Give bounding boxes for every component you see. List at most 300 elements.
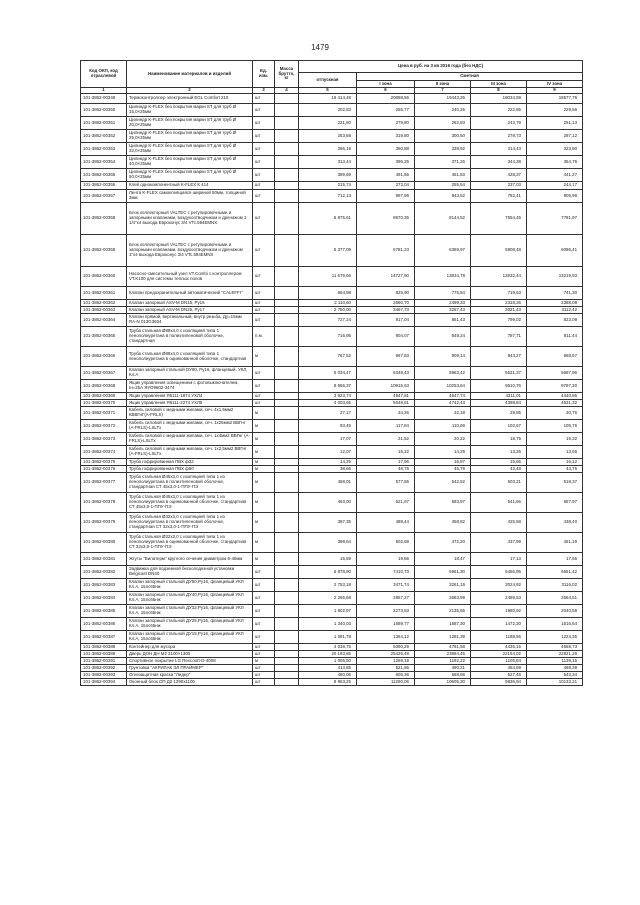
cell-unit: шт	[253, 117, 275, 130]
cell-code: 101-3862-00359	[81, 235, 127, 267]
table-row	[81, 679, 583, 686]
cell-release-price: 15,59	[299, 553, 357, 566]
cell-zone2-price: 45,79	[415, 466, 471, 473]
cell-mass	[275, 143, 299, 156]
table-row	[81, 94, 583, 104]
cell-release-price: 480,06	[299, 672, 357, 679]
cell-zone4-price: 4531,32	[527, 400, 583, 407]
cell-zone2-price: 8144,52	[415, 203, 471, 235]
cell-mass	[275, 347, 299, 367]
cell-code: 101-3862-00381	[81, 553, 127, 566]
cell-zone3-price: 503,21	[471, 473, 527, 493]
cell-unit: м	[253, 433, 275, 446]
cell-zone1-price: 4947,81	[357, 393, 415, 400]
cell-zone3-price: 782,41	[471, 190, 527, 203]
cell-name: Цилиндр K-FLEX без покрытия марки ST для труб Ø 20,0×25мм	[127, 117, 253, 130]
cell-zone4-price: 105,76	[527, 420, 583, 433]
cell-zone2-price: 10605,30	[415, 679, 471, 686]
cell-code: 101-3862-00374	[81, 446, 127, 459]
cell-zone4-price: 543,34	[527, 672, 583, 679]
cell-zone2-price: 6961,30	[415, 566, 471, 579]
table-row	[81, 672, 583, 679]
cell-zone4-price: 30,75	[527, 407, 583, 420]
cell-zone4-price: 7781,97	[527, 203, 583, 235]
column-number: 1	[81, 88, 127, 94]
cell-mass	[275, 644, 299, 651]
cell-release-price: 716,95	[299, 327, 357, 347]
cell-name: Клей однокомпонентный K-FLEX К 414	[127, 182, 253, 190]
cell-zone2-price: 32,18	[415, 407, 471, 420]
cell-zone1-price: 11290,06	[357, 679, 415, 686]
cell-zone2-price: 2499,33	[415, 300, 471, 307]
cell-zone2-price: 909,14	[415, 347, 471, 367]
cell-unit: п.м.	[253, 327, 275, 347]
cell-release-price: 221,80	[299, 117, 357, 130]
cell-zone1-price: 3471,74	[357, 579, 415, 592]
cell-zone3-price: 2489,53	[471, 592, 527, 605]
cell-unit: м	[253, 446, 275, 459]
cell-unit: шт	[253, 156, 275, 169]
cell-zone2-price: 2135,65	[415, 605, 471, 618]
header-release: отпускная	[299, 73, 357, 88]
cell-name: Клапан запорный стальной ДУ50,Ру16, фланцевый УКЛ Кл.А, 15лс65нж	[127, 579, 253, 592]
cell-zone4-price: 468,39	[527, 665, 583, 672]
cell-mass	[275, 287, 299, 300]
cell-name: Дверь ДОН ДН М2 2100×1300	[127, 651, 253, 658]
cell-unit: шт	[253, 400, 275, 407]
cell-unit: шт	[253, 679, 275, 686]
cell-mass	[275, 104, 299, 117]
table-row	[81, 367, 583, 380]
cell-unit: м	[253, 493, 275, 513]
cell-release-price: 5 034,47	[299, 367, 357, 380]
header-zone2: II зона	[415, 81, 471, 88]
cell-zone3-price: 719,63	[471, 287, 527, 300]
column-number: 5	[299, 88, 357, 94]
column-number: 8	[471, 88, 527, 94]
cell-zone2-price: 1281,39	[415, 631, 471, 644]
table-row	[81, 631, 583, 644]
cell-release-price: 1 340,03	[299, 618, 357, 631]
cell-zone3-price: 2318,26	[471, 300, 527, 307]
cell-mass	[275, 169, 299, 182]
cell-release-price: 8 953,25	[299, 679, 357, 686]
cell-zone2-price: 23884,45	[415, 651, 471, 658]
cell-zone1-price: 2273,53	[357, 605, 415, 618]
cell-unit: шт	[253, 672, 275, 679]
table-row	[81, 605, 583, 618]
cell-code: 101-3862-00366	[81, 347, 127, 367]
cell-unit: шт	[253, 287, 275, 300]
cell-name: Кабель силовой с медными жилами, сеч. 4x1,5мм2 КВВГнГ(А-FRLS)	[127, 407, 253, 420]
cell-zone2-price: 338,92	[415, 143, 471, 156]
cell-zone2-price: 843,52	[415, 190, 471, 203]
cell-mass	[275, 307, 299, 314]
cell-mass	[275, 446, 299, 459]
header-zone4: IV зона	[527, 81, 583, 88]
cell-code: 101-3862-00363	[81, 307, 127, 314]
cell-mass	[275, 182, 299, 190]
cell-mass	[275, 658, 299, 665]
cell-release-price: 286,19	[299, 143, 357, 156]
cell-name: Клапан запорный ASV-M DN15, Ру16	[127, 300, 253, 307]
cell-code: 101-3862-00357	[81, 190, 127, 203]
cell-code: 101-3862-00371	[81, 407, 127, 420]
cell-mass	[275, 380, 299, 393]
cell-code: 101-3862-00389	[81, 651, 127, 658]
cell-release-price: 398,64	[299, 533, 357, 553]
cell-code: 101-3862-00392	[81, 665, 127, 672]
cell-zone3-price: 18,75	[471, 433, 527, 446]
cell-name: Труба стальная Ø89x4,0 с изоляцией типа 1 пенополиуретана в полиэтиленовой оболочке, стандартная	[127, 327, 253, 347]
cell-name: Кабель силовой с медными жилами, сеч. 1x4мм2 ВВГнг (А-FRLS)-LSLTx	[127, 433, 253, 446]
table-row	[81, 533, 583, 553]
cell-mass	[275, 130, 299, 143]
cell-name: Труба стальная Ø32x3,0 с изоляцией типа 1 из пенополиуретана в оцинкованной оболочке, стандартная СТ 32x3,0-1-ППУ-ПЭ	[127, 533, 253, 553]
cell-unit: шт	[253, 190, 275, 203]
cell-zone2-price: 568,65	[415, 672, 471, 679]
table-row	[81, 130, 583, 143]
cell-zone1-price: 15,22	[357, 446, 415, 459]
cell-mass	[275, 651, 299, 658]
cell-zone1-price: 255,77	[357, 104, 415, 117]
table-row	[81, 618, 583, 631]
cell-zone1-price: 1269,19	[357, 658, 415, 665]
cell-zone4-price: 16,12	[527, 459, 583, 466]
cell-zone4-price: 451,19	[527, 533, 583, 553]
cell-zone4-price: 2564,51	[527, 592, 583, 605]
cell-release-price: 767,52	[299, 347, 357, 367]
cell-name: Термоконтроллер электронный EGL Comfort 210	[127, 94, 253, 104]
cell-code: 101-3862-00377	[81, 473, 127, 493]
table-header	[81, 61, 583, 94]
header-name: Наименование материалов и изделий	[127, 61, 253, 88]
cell-zone1-price: 17,96	[357, 459, 415, 466]
cell-unit: м	[253, 658, 275, 665]
cell-zone4-price: 6086,41	[527, 235, 583, 267]
cell-release-price: 38,66	[299, 466, 357, 473]
cell-mass	[275, 566, 299, 579]
table-row	[81, 579, 583, 592]
cell-code: 101-3862-00356	[81, 182, 127, 190]
cell-zone3-price: 3024,92	[471, 579, 527, 592]
cell-zone2-price: 472,20	[415, 533, 471, 553]
cell-zone3-price: 1188,55	[471, 631, 527, 644]
cell-unit: шт	[253, 307, 275, 314]
cell-release-price: 14,25	[299, 459, 357, 466]
cell-mass	[275, 631, 299, 644]
cell-zone4-price: 741,30	[527, 287, 583, 300]
cell-mass	[275, 367, 299, 380]
cell-code: 101-3862-00355	[81, 169, 127, 182]
cell-zone3-price: 5531,37	[471, 367, 527, 380]
cell-unit: м	[253, 533, 275, 553]
cell-zone4-price: 441,27	[527, 169, 583, 182]
cell-zone1-price: 1364,12	[357, 631, 415, 644]
cell-release-price: 6 875,61	[299, 203, 357, 235]
cell-name: Цилиндр K-FLEX без покрытия марки ST для труб Ø 15,0×25мм	[127, 104, 253, 117]
cell-name: Труба стальная Ø89x4,0 с изоляцией типа 1 пенополиуретана в оцинкованной оболочке, стандартная	[127, 347, 253, 367]
cell-code: 101-3862-00378	[81, 493, 127, 513]
cell-zone4-price: 6651,42	[527, 566, 583, 579]
cell-name: Кабель силовой с медными жилами, сеч. 1x2,5мм2 ВВГнг (А-FRLS)-LSLTx	[127, 446, 253, 459]
cell-zone3-price: 437,99	[471, 533, 527, 553]
cell-zone3-price: 9836,94	[471, 679, 527, 686]
table-row	[81, 327, 583, 347]
table-row	[81, 407, 583, 420]
table-row	[81, 169, 583, 182]
cell-zone3-price: 4398,84	[471, 400, 527, 407]
table-row	[81, 658, 583, 665]
header-price-group: Цена в руб. на 3 кв 2016 года (без НДС)	[299, 61, 583, 73]
cell-zone3-price: 17,13	[471, 553, 527, 566]
cell-release-price: 215,74	[299, 182, 357, 190]
cell-release-price: 2 110,60	[299, 300, 357, 307]
price-table	[80, 60, 583, 686]
page-number: 1479	[311, 43, 329, 52]
cell-unit: м	[253, 513, 275, 533]
cell-zone3-price: 4435,15	[471, 644, 527, 651]
cell-name: Ящик управления Я5111-1874 УХЛ4	[127, 393, 253, 400]
cell-unit: м	[253, 347, 275, 367]
cell-mass	[275, 513, 299, 533]
cell-zone4-price: 5697,96	[527, 367, 583, 380]
cell-unit: шт	[253, 393, 275, 400]
cell-zone1-price: 491,65	[357, 169, 415, 182]
cell-zone1-price: 319,80	[357, 130, 415, 143]
cell-code: 101-3862-00393	[81, 672, 127, 679]
cell-zone1-price: 360,88	[357, 143, 415, 156]
cell-zone3-price: 12832,44	[471, 267, 527, 287]
cell-zone1-price: 5090,29	[357, 644, 415, 651]
cell-zone4-price: 13219,93	[527, 267, 583, 287]
cell-zone1-price: 897,99	[357, 190, 415, 203]
cell-zone3-price: 344,38	[471, 156, 527, 169]
table-row	[81, 190, 583, 203]
cell-code: 101-3862-00350	[81, 104, 127, 117]
cell-release-price: 1 802,97	[299, 605, 357, 618]
cell-code: 101-3862-00386	[81, 618, 127, 631]
cell-name: Задвижка для подземной бесколодезной установки Belgicast DN40	[127, 566, 253, 579]
cell-name: Спортивное покрытие LG Rexcourt-D-4008	[127, 658, 253, 665]
cell-code: 101-3862-00352	[81, 130, 127, 143]
cell-unit: м	[253, 473, 275, 493]
cell-unit: шт	[253, 130, 275, 143]
cell-mass	[275, 203, 299, 235]
cell-release-price: 5 377,09	[299, 235, 357, 267]
table-row	[81, 644, 583, 651]
cell-release-price: 458,01	[299, 473, 357, 493]
cell-code: 101-3862-00384	[81, 592, 127, 605]
cell-zone1-price: 272,04	[357, 182, 415, 190]
column-number: 3	[253, 88, 275, 94]
cell-mass	[275, 420, 299, 433]
cell-mass	[275, 94, 299, 104]
cell-zone4-price: 805,98	[527, 190, 583, 203]
cell-zone1-price: 521,86	[357, 665, 415, 672]
cell-name: Насосно-смесительный узел VT.Combi с контроллером VT.K100 для системы теплых полов	[127, 267, 253, 287]
cell-zone2-price: 5963,42	[415, 367, 471, 380]
cell-zone4-price: 1224,35	[527, 631, 583, 644]
cell-zone2-price: 583,97	[415, 493, 471, 513]
cell-zone2-price: 262,83	[415, 117, 471, 130]
cell-zone4-price: 43,76	[527, 466, 583, 473]
cell-name: Лента K-FLEX самоклеящаяся шириной 50мм, толщиной 3мм	[127, 190, 253, 203]
cell-zone2-price: 18,47	[415, 553, 471, 566]
cell-zone3-price: 237,03	[471, 182, 527, 190]
cell-zone4-price: 354,75	[527, 156, 583, 169]
cell-unit: шт	[253, 182, 275, 190]
cell-zone1-price: 6348,43	[357, 367, 415, 380]
cell-code: 101-3862-00358	[81, 203, 127, 235]
column-number: 9	[527, 88, 583, 94]
cell-code: 101-3862-00369	[81, 393, 127, 400]
cell-zone1-price: 621,67	[357, 493, 415, 513]
cell-release-price: 16 414,48	[299, 94, 357, 104]
cell-mass	[275, 156, 299, 169]
cell-zone1-price: 904,07	[357, 327, 415, 347]
cell-unit: шт	[253, 104, 275, 117]
cell-unit: шт	[253, 665, 275, 672]
cell-mass	[275, 466, 299, 473]
cell-zone4-price: 1139,15	[527, 658, 583, 665]
cell-code: 101-3862-00351	[81, 117, 127, 130]
cell-release-price: 17,07	[299, 433, 357, 446]
cell-unit: шт	[253, 592, 275, 605]
table-row	[81, 473, 583, 493]
table-row	[81, 307, 583, 314]
cell-release-price: 727,24	[299, 314, 357, 327]
cell-zone3-price: 3021,43	[471, 307, 527, 314]
cell-zone3-price: 22154,02	[471, 651, 527, 658]
cell-mass	[275, 407, 299, 420]
cell-mass	[275, 665, 299, 672]
cell-zone1-price: 8670,35	[357, 203, 415, 235]
cell-code: 101-3862-00360	[81, 267, 127, 287]
cell-zone3-price: 6456,95	[471, 566, 527, 579]
cell-zone2-price: 19443,25	[415, 94, 471, 104]
cell-code: 101-3862-00370	[81, 400, 127, 407]
cell-zone3-price: 314,43	[471, 143, 527, 156]
cell-mass	[275, 400, 299, 407]
cell-name: Блок коллекторный VALTEC с регулировочными и запорными клапанами, воздухоотводчиком и дренажом 1 1/4"x4 выхода Евроконус 3/4 VTc.594EMNX	[127, 203, 253, 235]
cell-release-price: 5 878,90	[299, 566, 357, 579]
cell-code: 101-3862-00394	[81, 679, 127, 686]
table-row	[81, 493, 583, 513]
cell-name: Огнезащитная краска "Лидер"	[127, 672, 253, 679]
table-row	[81, 566, 583, 579]
cell-code: 101-3862-00376	[81, 466, 127, 473]
header-zone3: III зона	[471, 81, 527, 88]
cell-name: Контейнер для мусора	[127, 644, 253, 651]
header-unit: Ед. изм.	[253, 61, 275, 88]
cell-zone4-price: 811,44	[527, 327, 583, 347]
cell-unit: м	[253, 420, 275, 433]
cell-zone4-price: 868,67	[527, 347, 583, 367]
cell-zone3-price: 527,45	[471, 672, 527, 679]
cell-zone4-price: 2040,58	[527, 605, 583, 618]
cell-name: Труба гофрированная ПВХ ф50	[127, 466, 253, 473]
cell-code: 101-3862-00383	[81, 579, 127, 592]
cell-zone4-price: 4568,73	[527, 644, 583, 651]
cell-name: Клапан запорный стальной ДУ25,Ру16, фланцевый УКЛ Кл.А, 15лс65нж	[127, 618, 253, 631]
cell-zone3-price: 18034,59	[471, 94, 527, 104]
cell-zone3-price: 9510,76	[471, 380, 527, 393]
table-row	[81, 182, 583, 190]
table-row	[81, 420, 583, 433]
cell-code: 101-3862-00379	[81, 513, 127, 533]
table-row	[81, 592, 583, 605]
cell-zone4-price: 244,17	[527, 182, 583, 190]
cell-zone4-price: 323,90	[527, 143, 583, 156]
cell-name: Клапан запорный стальной ДУ32,Ру16, фланцевый УКЛ Кл.А, 15лс65нж	[127, 605, 253, 618]
cell-name: Кабель силовой с медными жилами, сеч. 1x25мм2 ВВГнг (А-FRLS)-LSLTx	[127, 420, 253, 433]
table-row	[81, 665, 583, 672]
cell-mass	[275, 433, 299, 446]
cell-code: 101-3862-00354	[81, 156, 127, 169]
cell-zone2-price: 542,52	[415, 473, 471, 493]
cell-unit: шт	[253, 644, 275, 651]
cell-zone4-price: 18577,75	[527, 94, 583, 104]
cell-zone2-price: 110,69	[415, 420, 471, 433]
cell-release-price: 12,07	[299, 446, 357, 459]
cell-zone4-price: 557,97	[527, 493, 583, 513]
cell-release-price: 202,83	[299, 104, 357, 117]
cell-zone4-price: 251,13	[527, 117, 583, 130]
cell-code: 101-3862-00387	[81, 631, 127, 644]
cell-zone3-price: 425,58	[471, 513, 527, 533]
cell-mass	[275, 672, 299, 679]
cell-mass	[275, 679, 299, 686]
cell-zone1-price: 967,83	[357, 347, 415, 367]
cell-mass	[275, 314, 299, 327]
cell-zone2-price: 3261,19	[415, 579, 471, 592]
cell-release-price: 4 038,75	[299, 644, 357, 651]
cell-unit: шт	[253, 367, 275, 380]
cell-unit: шт	[253, 651, 275, 658]
cell-zone1-price: 5048,61	[357, 400, 415, 407]
cell-release-price: 1 006,50	[299, 658, 357, 665]
cell-name: Клапан запорный стальной DУ80, Ру16, фланцевый, УКЛ, Кл.А	[127, 367, 253, 380]
cell-zone3-price: 243,79	[471, 117, 527, 130]
cell-zone1-price: 3467,73	[357, 307, 415, 314]
cell-name: Клапан прямой, вертикальный, внутр.резьба, Ду=15мм RA-N 013G3604	[127, 314, 253, 327]
cell-zone4-price: 17,65	[527, 553, 583, 566]
table-body	[81, 94, 583, 686]
column-number: 7	[415, 88, 471, 94]
table-row	[81, 117, 583, 130]
cell-name: Оконный блок ОП Д2 1290x1100	[127, 679, 253, 686]
cell-unit: шт	[253, 94, 275, 104]
cell-zone1-price: 48,75	[357, 466, 415, 473]
cell-zone3-price: 42,48	[471, 466, 527, 473]
column-number: 4	[275, 88, 299, 94]
cell-zone1-price: 2857,27	[357, 592, 415, 605]
cell-name: Клапан запорный стальной ДУ15,Ру16, фланцевый УКЛ Кл.А, 15лс65нж	[127, 631, 253, 644]
cell-release-price: 413,85	[299, 665, 357, 672]
cell-mass	[275, 300, 299, 307]
cell-mass	[275, 473, 299, 493]
cell-zone1-price: 7410,73	[357, 566, 415, 579]
cell-code: 101-3862-00373	[81, 433, 127, 446]
table-row	[81, 347, 583, 367]
table-row	[81, 380, 583, 393]
cell-name: Клапан запорный ASV-M DN25, Ру17	[127, 307, 253, 314]
cell-zone3-price: 843,27	[471, 347, 527, 367]
cell-unit: шт	[253, 380, 275, 393]
header-code: Код ОКП, код отраслевой	[81, 61, 127, 88]
cell-release-price: 253,59	[299, 130, 357, 143]
